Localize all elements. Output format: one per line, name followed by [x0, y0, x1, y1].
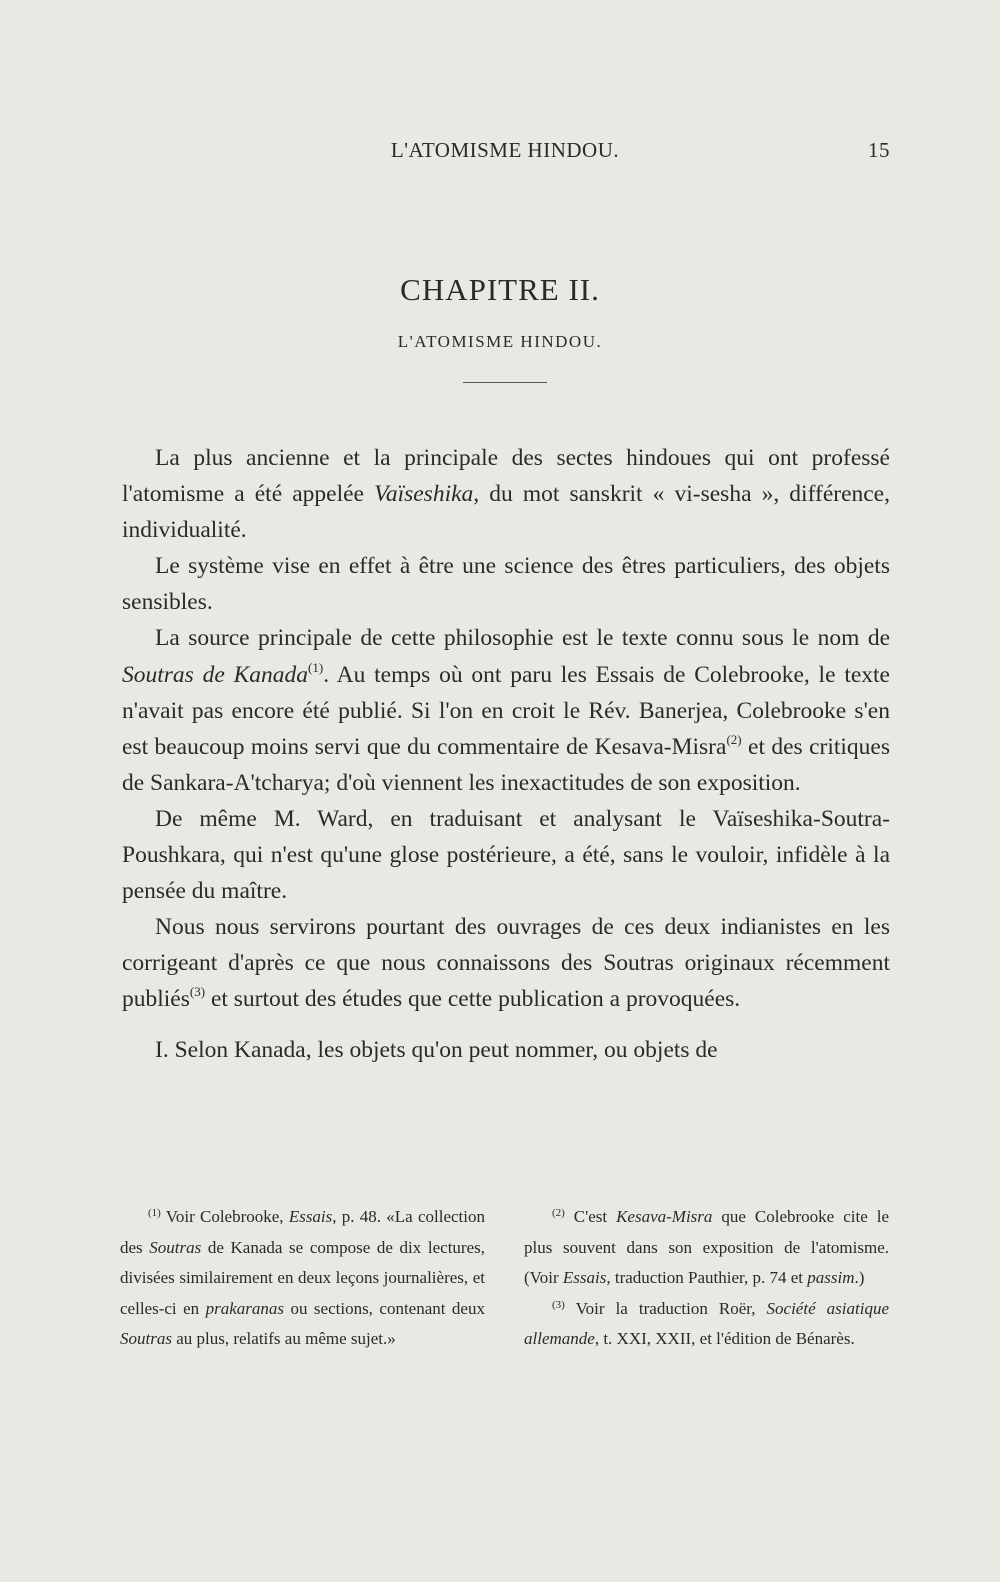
running-head-title: L'ATOMISME HINDOU.: [390, 138, 620, 162]
paragraph-4: De même M. Ward, en traduisant et analysant le Vaïseshika-Soutra-Poushkara, qui n'est qu'une glose postérieure, a été, sans le vouloir, infidèle à la pensée du maître.: [122, 805, 890, 905]
chapter-title: CHAPITRE II.: [400, 272, 600, 307]
footnote-1: $^{(1)}$ Voir Colebrooke, Essais, p. 48. «La collection des Soutras de Kanada se compose de dix lectures, divisées similairement en deux leçons journalières, et celles-ci en prakaranas ou sections, contenant deux Soutras au plus, relatifs au même sujet.»: [120, 1207, 485, 1348]
footnote-ref-3[interactable]: (3): [189, 984, 206, 1000]
footnote-ref-2[interactable]: (2): [726, 731, 742, 747]
footnote-3: $^{(3)}$ Voir la traduction Roër, Société asiatique allemande, t. XXI, XXII, et l'édition de Bénarès.: [524, 1298, 889, 1348]
paragraph-1: La plus ancienne et la principale des sectes hindoues qui ont professé l'atomisme a été appelée Vaïseshika, du mot sanskrit « vi-sesha », différence, individualité.: [122, 445, 890, 544]
paragraph-5: Nous nous servirons pourtant des ouvrages de ces deux indianistes en les corrigeant d'après ce que nous connaissons des Soutras originaux récemment publiés$^{(3)}$ et surtout des études que cette publication a provoquées.: [122, 914, 890, 1013]
footnotes-right-column: [524, 1202, 889, 1355]
paragraph-3: La source principale de cette philosophie est le texte connu sous le nom de Soutras de Kanada$^{(1)}$. Au temps où ont paru les Essais de Colebrooke, le texte n'avait pas encore été publié. Si l'on en croit le Rév. Banerjea, Colebrooke s'en est beaucoup moins servi que du commentaire de Kesava-Misra$^{(2)}$ et des critiques de Sankara-A'tcharya; d'où viennent les inexactitudes de son exposition.: [122, 625, 890, 796]
footnote-2: $^{(2)}$ C'est Kesava-Misra que Colebrooke cite le plus souvent dans son exposition de l'atomisme. (Voir Essais, traduction Pauthier, p. 74 et passim.): [524, 1207, 889, 1287]
title-rule: [463, 382, 547, 383]
paragraph-2: Le système vise en effet à être une science des êtres particuliers, des objets sensibles.: [122, 553, 890, 616]
chapter-subtitle: L'ATOMISME HINDOU.: [397, 332, 603, 351]
footnote-3-mark: (3): [552, 1298, 565, 1311]
footnotes-left-column: [120, 1202, 485, 1355]
body-text: [122, 440, 890, 1068]
paragraph-6: I. Selon Kanada, les objets qu'on peut nommer, ou objets de: [155, 1036, 718, 1063]
page-number: 15: [868, 138, 890, 162]
footnote-ref-1[interactable]: (1): [308, 659, 324, 675]
running-head: [120, 138, 890, 168]
footnote-2-mark: (2): [552, 1207, 565, 1219]
footnote-1-mark: (1): [148, 1207, 161, 1219]
